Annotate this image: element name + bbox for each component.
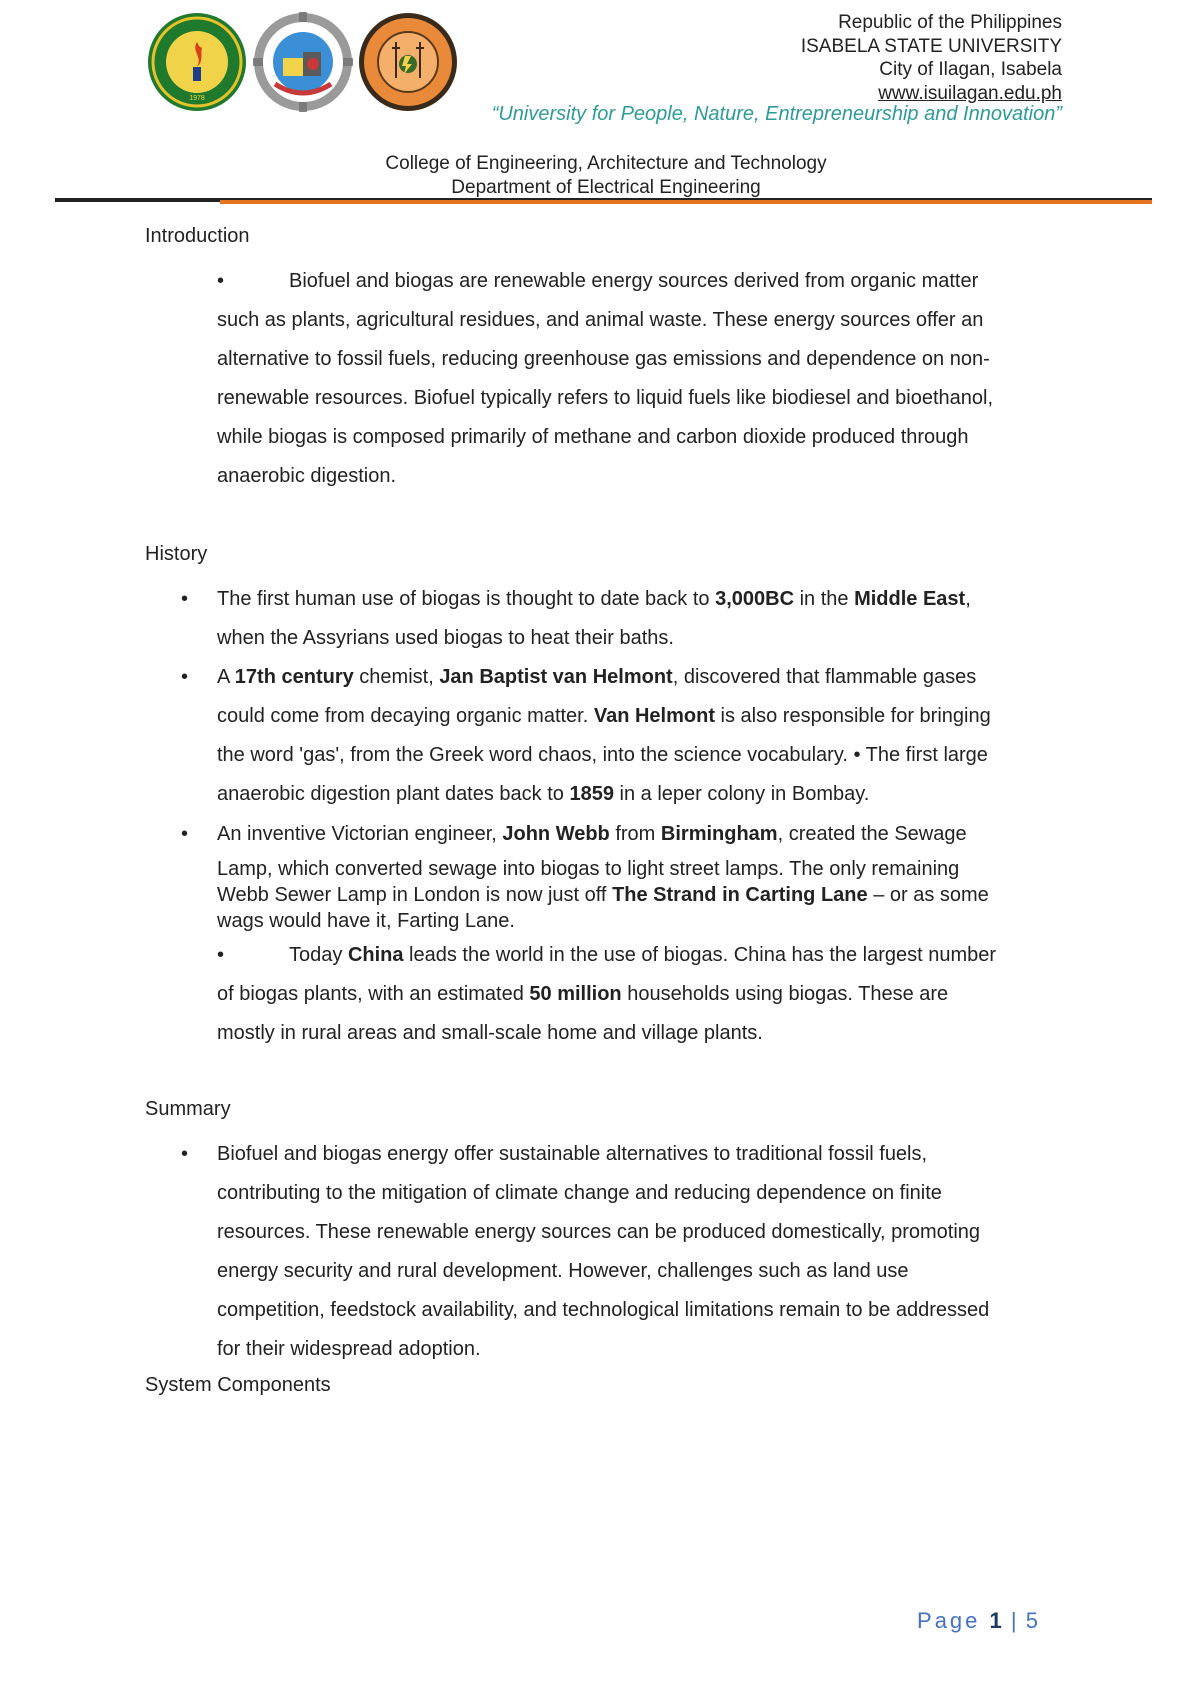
list-item: • The first human use of biogas is thought to date back to 3,000BC in the Middle East, when the Assyrians used biogas to heat their baths. [145,580,1005,658]
eee-department-seal-icon [358,12,458,112]
summary-text: Biofuel and biogas energy offer sustainable alternatives to traditional fossil fuels, contributing to the mitigation of climate change and reducing dependence on finite resources. These renewable energy sources can be produced domestically, promoting energy security and rural development. However, challenges such as land use competition, feedstock availability, and technological limitations remain to be addressed for their widespread adoption. [217,1143,990,1360]
university-name: ISABELA STATE UNIVERSITY [800,35,1062,57]
city-line: City of Ilagan, Isabela [879,59,1062,80]
list-item: • An inventive Victorian engineer, John Webb from Birmingham, created the Sewage Lamp, which converted sewage into biogas to light street lamps. The only remaining Webb Sewer Lamp in London is now just off The Strand in Carting Lane – or as some wags would have it, Farting Lane. [145,820,1005,934]
current-page: 1 [989,1608,1002,1633]
department-name: Department of Electrical Engineering [451,177,761,198]
list-item: • Today China leads the world in the use of biogas. China has the largest number of biogas plants, with an estimated 50 million households using biogas. These are mostly in rural areas and small-scale home and village plants. [145,936,1005,1053]
isu-seal-icon [147,12,247,112]
page-label: Page [917,1608,981,1633]
list-item: • A 17th century chemist, Jan Baptist van Helmont, discovered that flammable gases could come from decaying organic matter. Van Helmont is also responsible for bringing the word 'gas', from the Greek word chaos, into the science vocabulary. • The first large anaerobic digestion plant dates back to 1859 in a leper colony in Bombay. [145,658,1005,814]
list-item [145,1135,1005,1369]
section-heading-history: History [145,543,208,565]
college-name: College of Engineering, Architecture and Technology [385,153,827,174]
svg-text:1978: 1978 [189,95,205,102]
section-heading-introduction: Introduction [145,225,250,247]
college-block [0,152,1200,200]
bullet-icon: • [217,944,225,966]
bullet-icon: • [181,588,189,610]
website-link[interactable]: www.isuilagan.edu.ph [878,82,1062,104]
intro-text: Biofuel and biogas are renewable energy sources derived from organic matter such as plants, agricultural residues, and animal waste. These energy sources offer an alternative to fossil fuels, reducing greenhouse gas emissions and dependence on non-renewable resources. Biofuel typically refers to liquid fuels like biodiesel and bioethanol, while biogas is composed primarily of methane and carbon dioxide produced through anaerobic digestion. [217,270,993,487]
total-pages: 5 [1025,1608,1038,1633]
bullet-icon: • [181,666,189,688]
bullet-icon: • [217,270,225,292]
republic-line: Republic of the Philippines [838,12,1062,33]
section-heading-system-components: System Components [145,1374,331,1396]
document-body [145,222,1005,1399]
page-number [917,1608,1038,1634]
university-motto: “University for People, Nature, Entrepreneurship and Innovation” [491,103,1062,125]
intro-paragraph [145,262,1005,496]
engineering-gear-seal-icon [253,12,353,112]
bullet-icon: • [181,1143,189,1165]
header-divider-accent [220,200,1152,204]
bullet-icon: • [181,823,189,845]
section-heading-summary: Summary [145,1098,231,1120]
page-separator: | [1010,1608,1017,1633]
university-address-block [801,11,1062,105]
